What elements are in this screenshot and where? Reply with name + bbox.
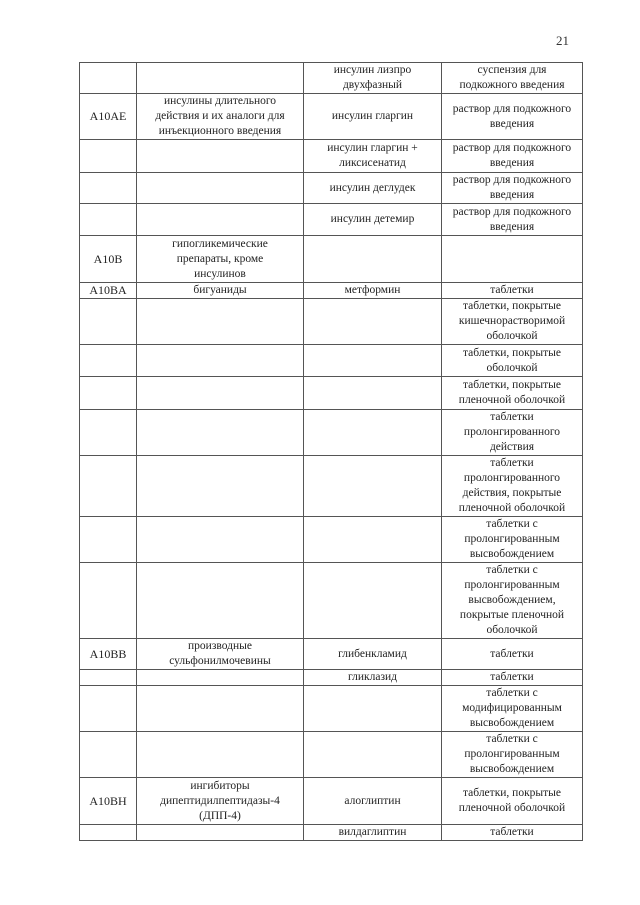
table-row <box>80 140 583 173</box>
table-row <box>80 456 583 517</box>
cell-form: суспензия для подкожного введения <box>442 63 583 94</box>
cell-group <box>137 563 304 639</box>
cell-group <box>137 299 304 345</box>
cell-drug: инсулин гларгин + ликсисенатид <box>304 140 442 173</box>
cell-form: таблетки с модифицированным высвобождением <box>442 686 583 732</box>
table-row <box>80 377 583 410</box>
cell-group <box>137 686 304 732</box>
cell-drug: инсулин лизпро двухфазный <box>304 63 442 94</box>
cell-code <box>80 686 137 732</box>
cell-group <box>137 670 304 686</box>
cell-group <box>137 204 304 236</box>
table-row <box>80 563 583 639</box>
cell-group <box>137 410 304 456</box>
cell-drug <box>304 377 442 410</box>
cell-drug: гликлазид <box>304 670 442 686</box>
cell-drug: инсулин деглудек <box>304 173 442 204</box>
cell-drug: вилдаглиптин <box>304 825 442 841</box>
cell-group <box>137 173 304 204</box>
cell-code <box>80 732 137 778</box>
cell-code <box>80 563 137 639</box>
cell-form: таблетки пролонгированного действия, покрытые пленочной оболочкой <box>442 456 583 517</box>
cell-form: таблетки с пролонгированным высвобождением <box>442 732 583 778</box>
table-row <box>80 173 583 204</box>
cell-code <box>80 345 137 377</box>
cell-form: таблетки, покрытые кишечнорастворимой оболочкой <box>442 299 583 345</box>
cell-form: таблетки <box>442 283 583 299</box>
cell-code <box>80 670 137 686</box>
cell-code <box>80 140 137 173</box>
cell-form: таблетки с пролонгированным высвобождением, покрытые пленочной оболочкой <box>442 563 583 639</box>
cell-code <box>80 410 137 456</box>
cell-drug <box>304 236 442 283</box>
cell-group <box>137 517 304 563</box>
cell-code <box>80 299 137 345</box>
cell-drug <box>304 410 442 456</box>
cell-form: таблетки пролонгированного действия <box>442 410 583 456</box>
cell-drug: алоглиптин <box>304 778 442 825</box>
cell-code <box>80 825 137 841</box>
cell-form: раствор для подкожного введения <box>442 140 583 173</box>
drug-table <box>79 62 583 841</box>
cell-group: производные сульфонилмочевины <box>137 639 304 670</box>
cell-code <box>80 517 137 563</box>
table-row <box>80 345 583 377</box>
cell-code <box>80 456 137 517</box>
cell-drug: инсулин детемир <box>304 204 442 236</box>
table-row <box>80 639 583 670</box>
cell-form: таблетки <box>442 825 583 841</box>
table-row <box>80 686 583 732</box>
table-row <box>80 517 583 563</box>
cell-code <box>80 63 137 94</box>
cell-group <box>137 63 304 94</box>
cell-drug <box>304 299 442 345</box>
table-row <box>80 732 583 778</box>
cell-drug: инсулин гларгин <box>304 94 442 140</box>
cell-form: таблетки, покрытые оболочкой <box>442 345 583 377</box>
cell-drug: глибенкламид <box>304 639 442 670</box>
table-row <box>80 299 583 345</box>
cell-group <box>137 456 304 517</box>
table-row <box>80 670 583 686</box>
cell-drug <box>304 456 442 517</box>
cell-code: A10BA <box>80 283 137 299</box>
cell-code <box>80 377 137 410</box>
cell-code: A10BB <box>80 639 137 670</box>
cell-drug <box>304 563 442 639</box>
cell-drug: метформин <box>304 283 442 299</box>
cell-form: таблетки, покрытые пленочной оболочкой <box>442 778 583 825</box>
table-row <box>80 410 583 456</box>
cell-drug <box>304 732 442 778</box>
cell-drug <box>304 517 442 563</box>
cell-form: таблетки <box>442 670 583 686</box>
cell-code <box>80 173 137 204</box>
cell-group: инсулины длительного действия и их аналоги для инъекционного введения <box>137 94 304 140</box>
cell-form: раствор для подкожного введения <box>442 94 583 140</box>
table-row <box>80 778 583 825</box>
cell-group <box>137 825 304 841</box>
cell-form: таблетки <box>442 639 583 670</box>
page-number: 21 <box>556 33 569 48</box>
cell-code: A10B <box>80 236 137 283</box>
cell-group <box>137 732 304 778</box>
cell-code <box>80 204 137 236</box>
cell-code: A10BH <box>80 778 137 825</box>
table-row <box>80 236 583 283</box>
cell-group <box>137 345 304 377</box>
table-row <box>80 283 583 299</box>
cell-group <box>137 140 304 173</box>
cell-form: таблетки, покрытые пленочной оболочкой <box>442 377 583 410</box>
cell-code: A10AE <box>80 94 137 140</box>
cell-drug <box>304 345 442 377</box>
table-row <box>80 204 583 236</box>
cell-group: ингибиторы дипептидилпептидазы-4 (ДПП-4) <box>137 778 304 825</box>
cell-form: раствор для подкожного введения <box>442 173 583 204</box>
cell-group: гипогликемические препараты, кроме инсулинов <box>137 236 304 283</box>
cell-group <box>137 377 304 410</box>
table-row <box>80 94 583 140</box>
cell-form <box>442 236 583 283</box>
cell-form: таблетки с пролонгированным высвобождением <box>442 517 583 563</box>
table-row <box>80 63 583 94</box>
cell-group: бигуаниды <box>137 283 304 299</box>
cell-form: раствор для подкожного введения <box>442 204 583 236</box>
table-row <box>80 825 583 841</box>
cell-drug <box>304 686 442 732</box>
